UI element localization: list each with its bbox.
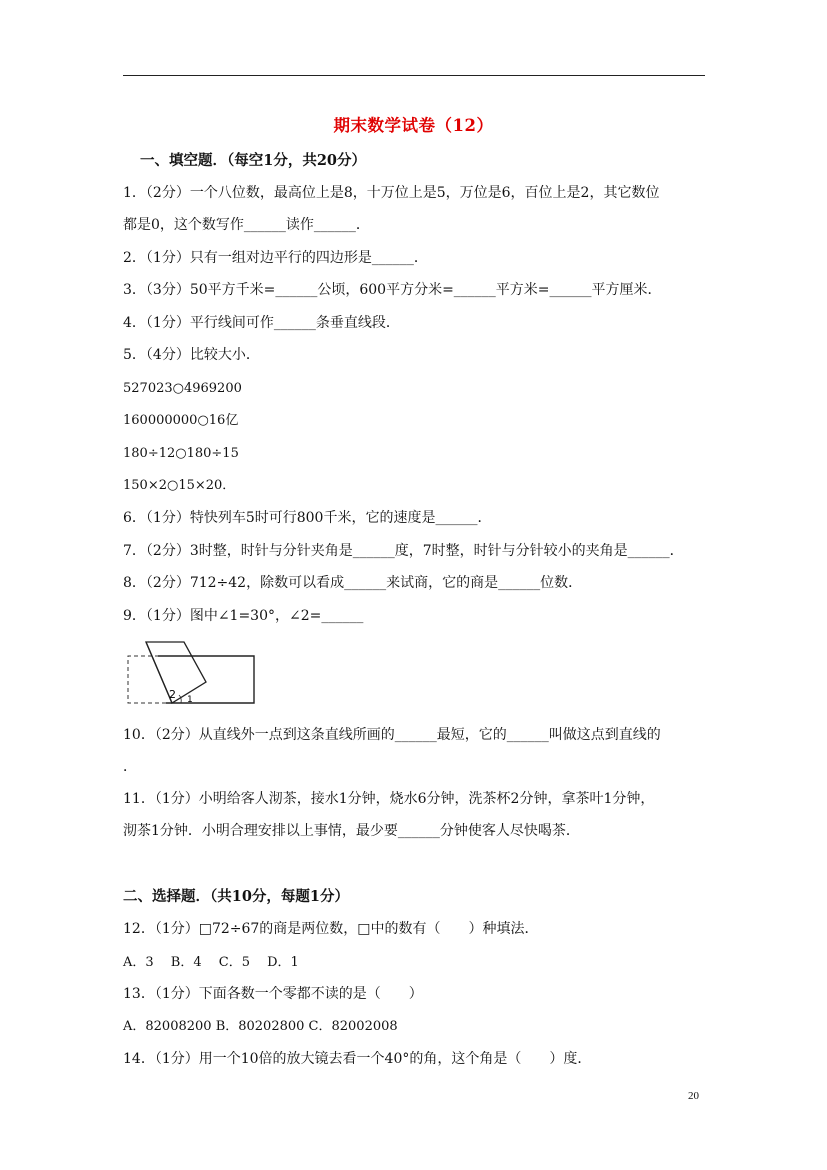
compare-item-2: 160000000○16亿 [123,413,239,428]
question-1-line-2: 都是0，这个数写作______读作______． [123,217,370,233]
question-8: 8．（2分）712÷42，除数可以看成______来试商，它的商是______位数． [123,575,583,591]
question-2: 2．（1分）只有一组对边平行的四边形是______． [123,250,428,266]
folded-rectangle-diagram [124,640,258,708]
section-heading-fill-blank: 一、填空题．（每空1分，共20分） [140,152,367,169]
question-3: 3．（3分）50平方千米=______公顷，600平方分米=______平方米=______平方厘米． [123,282,662,298]
question-6: 6．（1分）特快列车5时可行800千米，它的速度是______． [123,510,492,526]
question-5: 5．（4分）比较大小． [123,347,260,363]
question-7: 7．（2分）3时整，时针与分针夹角是______度，7时整，时针与分针较小的夹角是______． [123,543,684,559]
header-rule [123,75,705,76]
page-number: 20 [688,1090,699,1102]
question-13: 13．（1分）下面各数一个零都不读的是（ ） [123,986,423,1002]
compare-item-4: 150×2○15×20． [123,478,236,493]
compare-item-1: 527023○4969200 [123,381,242,396]
question-9: 9．（1分）图中∠1=30°，∠2=______ [123,608,364,624]
question-4: 4．（1分）平行线间可作______条垂直线段． [123,315,400,331]
question-10-line-2: ． [123,759,137,775]
question-10-line-1: 10．（2分）从直线外一点到这条直线所画的______最短，它的______叫做这点到直线的 [123,727,661,743]
section-heading-choice: 二、选择题．（共10分，每题1分） [123,888,350,905]
angle-2-label: 2 [169,688,176,701]
question-11-line-1: 11．（1分）小明给客人沏茶，接水1分钟，烧水6分钟，洗茶杯2分钟，拿茶叶1分钟， [123,791,655,807]
question-12-options: A．3 B．4 C．5 D．1 [123,955,299,970]
question-1-line-1: 1．（2分）一个八位数，最高位上是8，十万位上是5，万位是6，百位上是2，其它数位 [123,185,660,201]
compare-item-3: 180÷12○180÷15 [123,446,239,461]
question-13-options: A．82008200 B．80202800 C．82002008 [123,1019,398,1034]
angle-1-label: 1 [187,695,193,705]
question-14: 14．（1分）用一个10倍的放大镜去看一个40°的角，这个角是（ ）度． [123,1051,592,1067]
question-11-line-2: 沏茶1分钟．小明合理安排以上事情，最少要______分钟使客人尽快喝茶． [123,823,580,839]
page-title: 期末数学试卷（12） [333,116,494,135]
question-12: 12．（1分）□72÷67的商是两位数，□中的数有（ ）种填法． [123,921,539,937]
angle-figure [124,640,258,712]
